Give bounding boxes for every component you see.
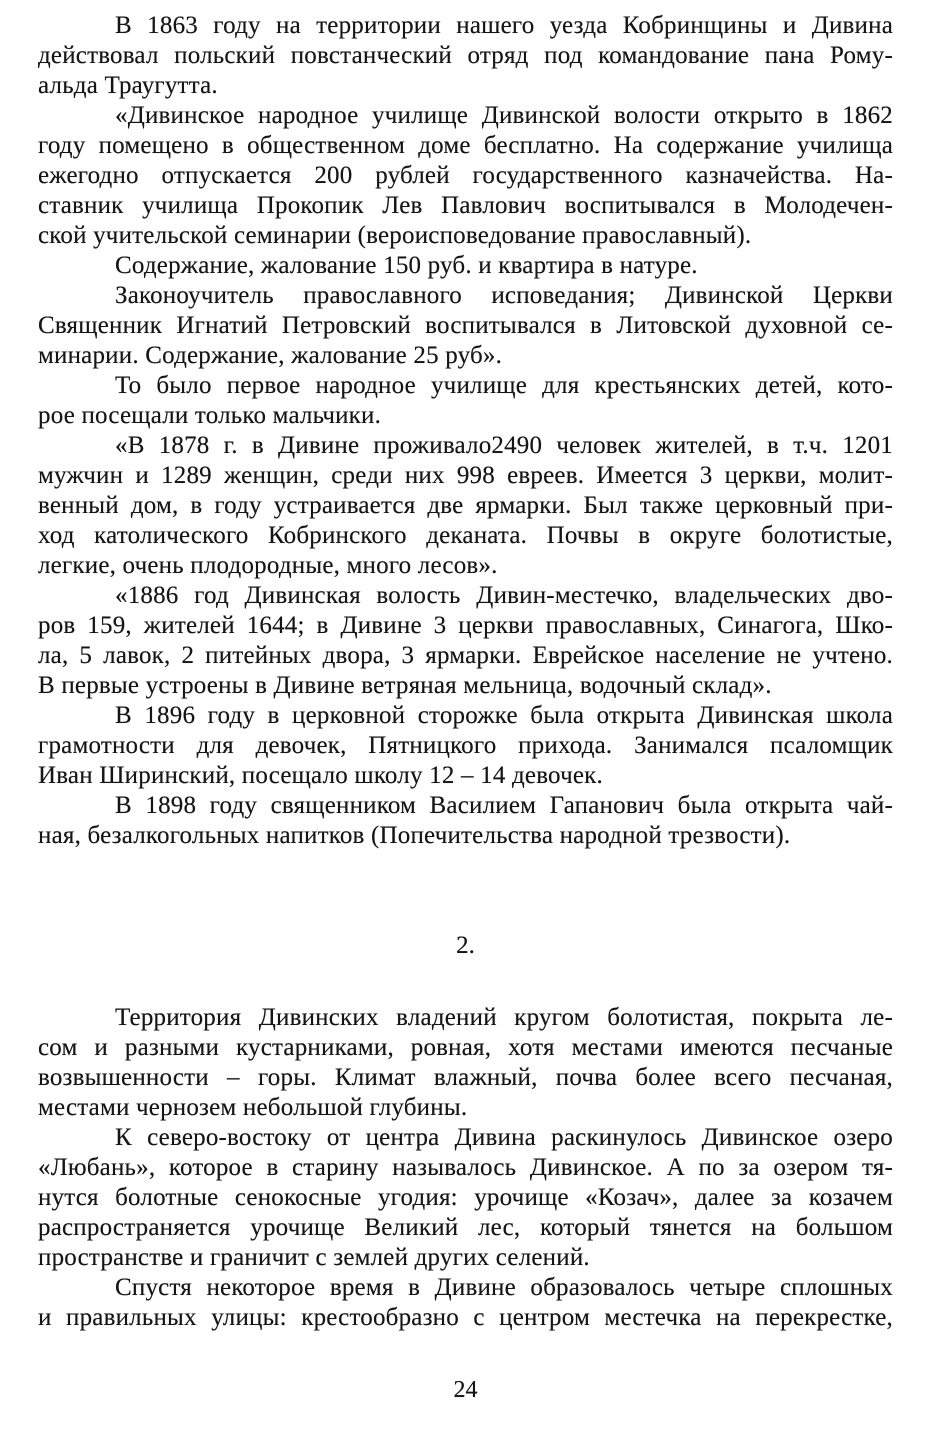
- text-line: ской учительской семинарии (вероисповедование православный).: [38, 222, 752, 249]
- text-line: В 1863 году на территории нашего уезда Кобринщины и Дивина: [115, 12, 893, 39]
- text-line: Священник Игнатий Петровский воспитывался в Литовской духовной се-: [38, 312, 893, 339]
- paragraph: [38, 11, 893, 101]
- text-line: «Любань», которое в старину называлось Дивинское. А по за озером тя-: [38, 1154, 893, 1181]
- text-line: К северо-востоку от центра Дивина раскинулось Дивинское озеро: [115, 1124, 893, 1151]
- text-line: ставник училища Прокопик Лев Павлович воспитывался в Молодечен-: [38, 192, 893, 219]
- text-line: Содержание, жалование 150 руб. и квартира в натуре.: [115, 252, 698, 279]
- text-line: году помещено в общественном доме бесплатно. На содержание училища: [38, 132, 893, 159]
- text-line: «В 1878 г. в Дивине проживало2490 человек жителей, в т.ч. 1201: [115, 432, 893, 459]
- text-line: распространяется урочище Великий лес, который тянется на большом: [38, 1214, 893, 1241]
- paragraph: [38, 431, 893, 581]
- section-1: [38, 11, 893, 851]
- text-line: ход католического Кобринского деканата. Почвы в округе болотистые,: [38, 522, 893, 549]
- text-line: ная, безалкогольных напитков (Попечительства народной трезвости).: [38, 822, 791, 849]
- paragraph: [38, 101, 893, 251]
- text-line: сом и разными кустарниками, ровная, хотя местами имеются песчаные: [38, 1034, 893, 1061]
- text-line: То было первое народное училище для крестьянских детей, кото-: [115, 372, 893, 399]
- paragraph: [38, 1123, 893, 1273]
- paragraph: [38, 371, 893, 431]
- text-line: Иван Ширинский, посещало школу 12 – 14 девочек.: [38, 762, 603, 789]
- paragraph: [38, 581, 893, 701]
- text-line: В 1896 году в церковной сторожке была открыта Дивинская школа: [115, 702, 893, 729]
- text-line: В первые устроены в Дивине ветряная мельница, водочный склад».: [38, 672, 772, 699]
- text-line: рое посещали только мальчики.: [38, 402, 382, 429]
- text-line: венный дом, в году устраивается две ярмарки. Был также церковный при-: [38, 492, 893, 519]
- text-line: действовал польский повстанческий отряд под командование пана Рому-: [38, 42, 893, 69]
- paragraph: [38, 1273, 893, 1333]
- text-line: легкие, очень плодородные, много лесов».: [38, 552, 498, 579]
- text-line: ла, 5 лавок, 2 питейных двора, 3 ярмарки. Еврейское население не учтено.: [38, 642, 893, 669]
- text-line: «1886 год Дивинская волость Дивин-местечко, владельческих дво-: [115, 582, 893, 609]
- paragraph: [38, 701, 893, 791]
- text-line: возвышенности – горы. Климат влажный, почва более всего песчаная,: [38, 1064, 893, 1091]
- text-line: мужчин и 1289 женщин, среди них 998 евреев. Имеется 3 церкви, молит-: [38, 462, 893, 489]
- section-2: [38, 1003, 893, 1333]
- text-line: местами чернозем небольшой глубины.: [38, 1094, 468, 1121]
- text-line: Спустя некоторое время в Дивине образовалось четыре сплошных: [115, 1274, 893, 1301]
- text-line: грамотности для девочек, Пятницкого прихода. Занимался псаломщик: [38, 732, 893, 759]
- section-heading: 2.: [456, 932, 475, 959]
- text-line: Территория Дивинских владений кругом болотистая, покрыта ле-: [115, 1004, 893, 1031]
- text-line: «Дивинское народное училище Дивинской волости открыто в 1862: [115, 102, 893, 129]
- text-line: альда Траугутта.: [38, 72, 218, 99]
- text-line: и правильных улицы: крестообразно с центром местечка на перекрестке,: [38, 1304, 893, 1331]
- text-line: минарии. Содержание, жалование 25 руб».: [38, 342, 503, 369]
- text-line: Законоучитель православного исповедания; Дивинской Церкви: [115, 282, 893, 309]
- paragraph: [38, 791, 893, 851]
- text-line: ежегодно отпускается 200 рублей государственного казначейства. На-: [38, 162, 893, 189]
- text-line: В 1898 году священником Василием Гапанович была открыта чай-: [115, 792, 893, 819]
- text-line: пространстве и граничит с землей других селений.: [38, 1244, 590, 1271]
- page-number: 24: [453, 1377, 478, 1403]
- paragraph: [38, 251, 893, 281]
- paragraph: [38, 1003, 893, 1123]
- text-line: нутся болотные сенокосные угодия: урочище «Козач», далее за козачем: [38, 1184, 893, 1211]
- text-line: ров 159, жителей 1644; в Дивине 3 церкви православных, Синагога, Шко-: [38, 612, 893, 639]
- paragraph: [38, 281, 893, 371]
